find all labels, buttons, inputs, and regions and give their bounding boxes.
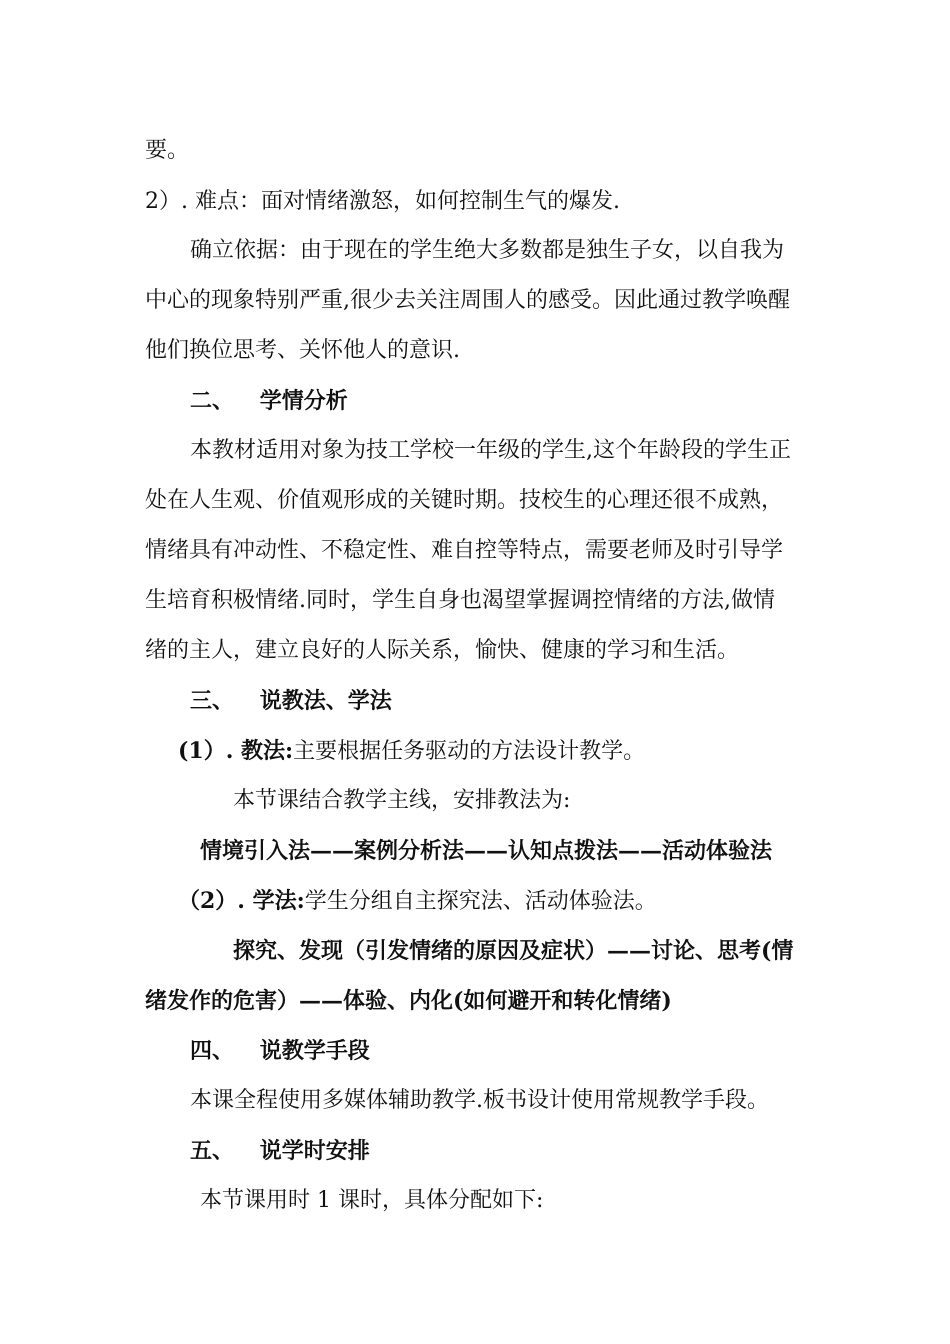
section-title: 说教学手段 [259,1038,370,1064]
section-number: 五、 [190,1138,235,1164]
text-line: 他们换位思考、关怀他人的意识. [145,338,460,363]
teaching-method-line [178,736,645,767]
text-line: 本教材适用对象为技工学校一年级的学生,这个年龄段的学生正 [190,438,791,463]
method-label: (1）. 教法: [178,738,294,764]
section-heading-2 [190,386,348,416]
section-number: 二、 [190,388,235,414]
section-heading-4 [190,1036,370,1066]
section-heading-5 [190,1136,370,1166]
text-line: 绪的主人，建立良好的人际关系，愉快、健康的学习和生活。 [145,638,740,663]
method-label: （2）. 学法: [178,888,305,914]
text-line: 要。 [145,138,190,163]
text-line: 探究、发现（引发情绪的原因及症状）——讨论、思考(情 [233,938,794,964]
section-heading-3 [190,686,392,716]
method-sequence: 情境引入法——案例分析法——认知点拨法——活动体验法 [200,838,773,864]
text-line: 绪发作的危害）——体验、内化(如何避开和转化情绪) [145,988,672,1014]
section-title: 说学时安排 [259,1138,370,1164]
section-number: 三、 [190,688,235,714]
text-line: 2）. 难点：面对情绪激怒，如何控制生气的爆发. [145,189,620,214]
text-line: 情绪具有冲动性、不稳定性、难自控等特点，需要老师及时引导学 [145,538,784,563]
learning-method-line [178,886,657,917]
text-line: 本节课用时 1 课时，具体分配如下: [200,1188,544,1213]
text-line: 生培育积极情绪.同时，学生自身也渴望掌握调控情绪的方法,做情 [145,588,775,613]
method-text: 主要根据任务驱动的方法设计教学。 [293,739,646,764]
text-line: 处在人生观、价值观形成的关键时期。技校生的心理还很不成熟， [145,488,784,513]
section-title: 学情分析 [259,388,348,414]
section-number: 四、 [190,1038,235,1064]
method-text: 学生分组自主探究法、活动体验法。 [304,889,657,914]
text-line: 确立依据：由于现在的学生绝大多数都是独生子女，以自我为 [190,238,785,263]
text-line: 本节课结合教学主线，安排教法为: [233,788,571,813]
text-line: 本课全程使用多媒体辅助教学.板书设计使用常规教学手段。 [190,1088,769,1113]
text-line: 中心的现象特别严重,很少去关注周围人的感受。因此通过教学唤醒 [145,288,790,313]
section-title: 说教法、学法 [259,688,392,714]
